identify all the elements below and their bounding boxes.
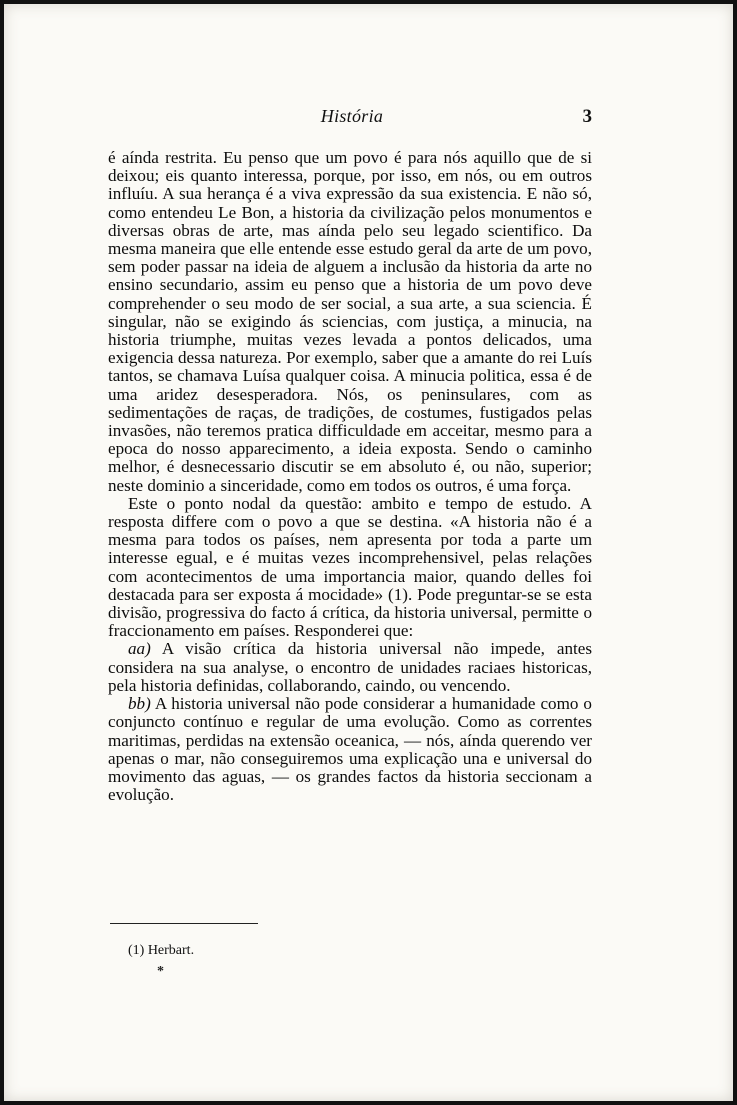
body-text [108,149,592,804]
footnote-divider [110,923,258,924]
paragraph-item-aa: aa) A visão crítica da historia universal não impede, antes considera na sua analyse, o encontro de unidades raciaes historicas, pela historia definidas, collaborando, caindo, ou vencendo. [108,639,592,695]
item-label: aa) [128,639,151,659]
running-title: História [320,106,384,126]
item-label: bb) [128,694,151,714]
paragraph: Este o ponto nodal da questão: ambito e tempo de estudo. A resposta differe com o povo a que se destina. «A historia não é a mesma para todos os países, nem apresenta por toda a parte um interesse egual, e é muitas vezes incomprehensivel, pelas relações com acontecimentos de uma importancia maior, quando delles foi destacada para ser exposta á mocidade» (1). Pode preguntar-se se esta divisão, progressiva do facto á crítica, da historia universal, permitte o fraccionamento em países. Responderei que: [108,493,592,641]
page-number: 3 [582,106,592,127]
footnote: (1) Herbart. [128,943,195,958]
book-page [4,4,733,1101]
paragraph: é aínda restrita. Eu penso que um povo é para nós aquillo que de si deixou; eis quanto interessa, porque, por isso, em nós, ou em outros influíu. A sua herança é a viva expressão da sua existencia. E não só, como entendeu Le Bon, a historia da civilização pelos monumentos e diversas obras de arte, mas aínda pelo seu legado scientifico. Da mesma maneira que elle entende esse estudo geral da arte de um povo, sem poder passar na ideia de alguem a inclusão da historia da arte no ensino secundario, assim eu penso que a historia de um povo deve comprehender o seu modo de ser social, a sua arte, a sua sciencia. É singular, não se exigindo ás sciencias, com justiça, a minucia, na historia triumphe, muitas vezes levada a pontos delicados, uma exigencia dessa natureza. Por exemplo, saber que a amante do rei Luís tantos, se chamava Luísa qualquer coisa. A minucia politica, essa é de uma aridez desesperadora. Nós, os peninsulares, com as sedimentações de raças, de tradições, de costumes, fustigados pelas invasões, não teremos pratica difficuldade em acceitar, mesmo para a epoca do nosso apparecimento, a ideia exposta. Sendo o caminho melhor, é desnecessario discutir se em absoluto é, ou não, superior; neste dominio a sinceridade, como em todos os outros, é uma força. [108,148,592,495]
running-header [112,106,592,132]
footnote-mark: * [157,964,164,979]
paragraph-item-bb: bb) A historia universal não pode considerar a humanidade como o conjuncto contínuo e regular de uma evolução. Como as correntes maritimas, perdidas na extensão oceanica, — nós, aínda querendo ver apenas o mar, não conseguiremos uma explicação una e universal do movimento das aguas, — os grandes factos da historia seccionam a evolução. [108,694,592,805]
